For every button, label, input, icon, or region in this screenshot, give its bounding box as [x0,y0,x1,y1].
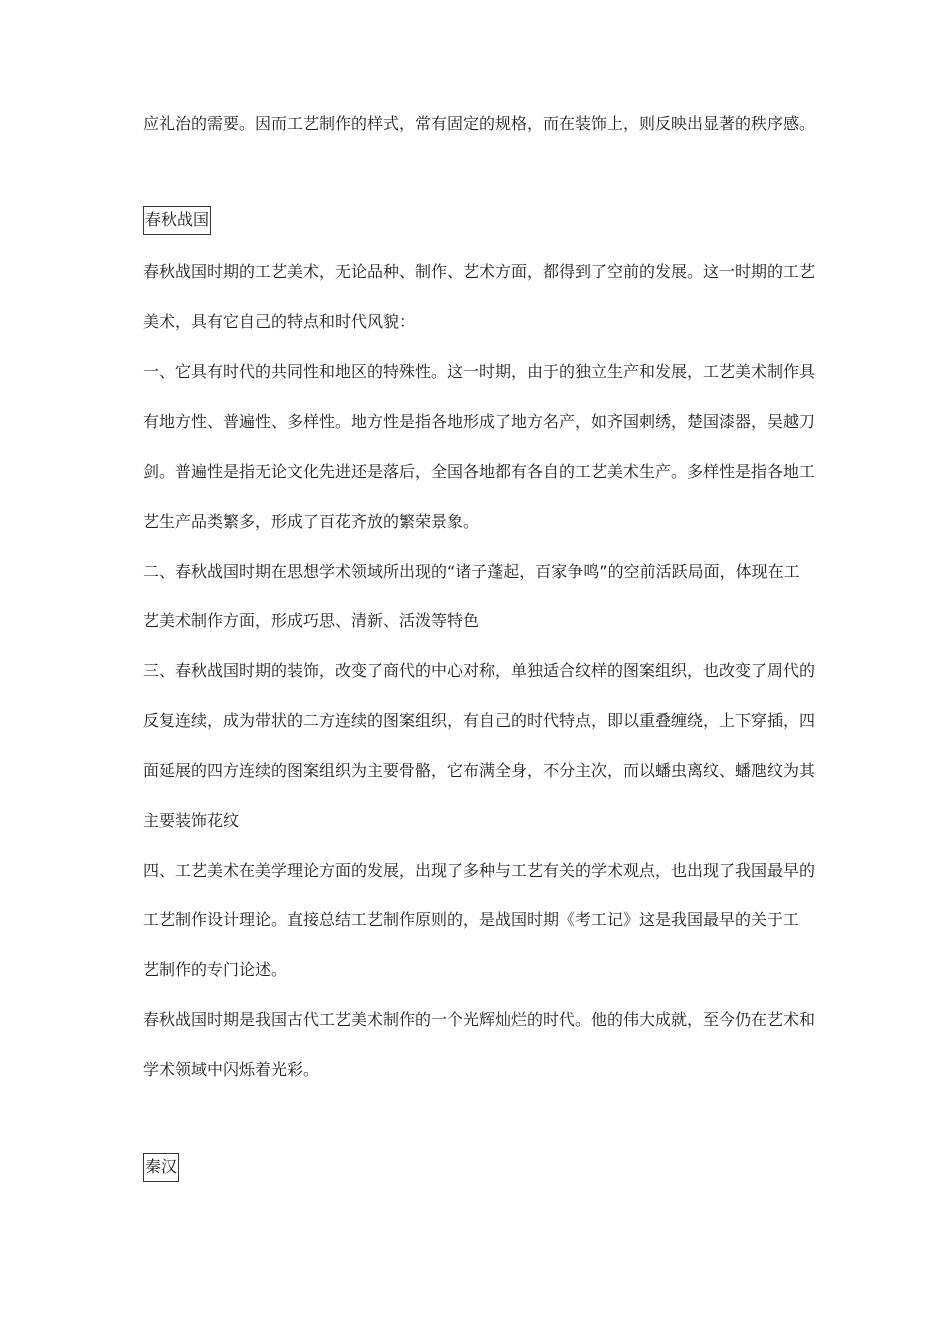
paragraph-line: 春秋战国时期的工艺美术，无论品种、制作、艺术方面，都得到了空前的发展。这一时期的工艺 [143,262,816,281]
paragraph-line: 工艺制作设计理论。直接总结工艺制作原则的，是战国时期《考工记》这是我国最早的关于工 [143,910,800,929]
paragraph-line: 学术领域中闪烁着光彩。 [143,1060,320,1079]
paragraph-line: 主要装饰花纹 [143,811,240,830]
paragraph-line: 三、春秋战国时期的装饰，改变了商代的中心对称，单独适合纹样的图案组织，也改变了周代的 [143,661,816,680]
paragraph-line: 反复连续，成为带状的二方连续的图案组织，有自己的时代特点，即以重叠缠绕，上下穿插，四 [143,711,816,730]
paragraph-line: 春秋战国时期是我国古代工艺美术制作的一个光辉灿烂的时代。他的伟大成就，至今仍在艺术和 [143,1010,816,1029]
section-heading-qin-han: 秦汉 [143,1153,179,1182]
paragraph-line: 剑。普遍性是指无论文化先进还是落后，全国各地都有各自的工艺美术生产。多样性是指各地工 [143,462,816,481]
intro-text-line: 应礼治的需要。因而工艺制作的样式，常有固定的规格，而在装饰上，则反映出显著的秩序感。 [143,114,816,133]
paragraph-line: 艺美术制作方面，形成巧思、清新、活泼等特色 [143,611,480,630]
paragraph-line: 艺生产品类繁多，形成了百花齐放的繁荣景象。 [143,512,480,531]
paragraph-line: 艺制作的专门论述。 [143,960,288,979]
paragraph-line: 二、春秋战国时期在思想学术领域所出现的“诸子蓬起，百家争鸣”的空前活跃局面，体现在工 [143,562,800,581]
paragraph-line: 一、它具有时代的共同性和地区的特殊性。这一时期，由于的独立生产和发展，工艺美术制作具 [143,362,816,381]
paragraph-line: 四、工艺美术在美学理论方面的发展，出现了多种与工艺有关的学术观点，也出现了我国最早的 [143,861,816,880]
paragraph-line: 美术，具有它自己的特点和时代风貌： [143,312,416,331]
section-heading-spring-autumn: 春秋战国 [143,206,211,235]
paragraph-line: 有地方性、普遍性、多样性。地方性是指各地形成了地方名产，如齐国刺绣，楚国漆器，吴越刀 [143,412,816,431]
paragraph-line: 面延展的四方连续的图案组织为主要骨骼，它布满全身，不分主次，而以蟠虫离纹、蟠虺纹为其 [143,761,816,780]
